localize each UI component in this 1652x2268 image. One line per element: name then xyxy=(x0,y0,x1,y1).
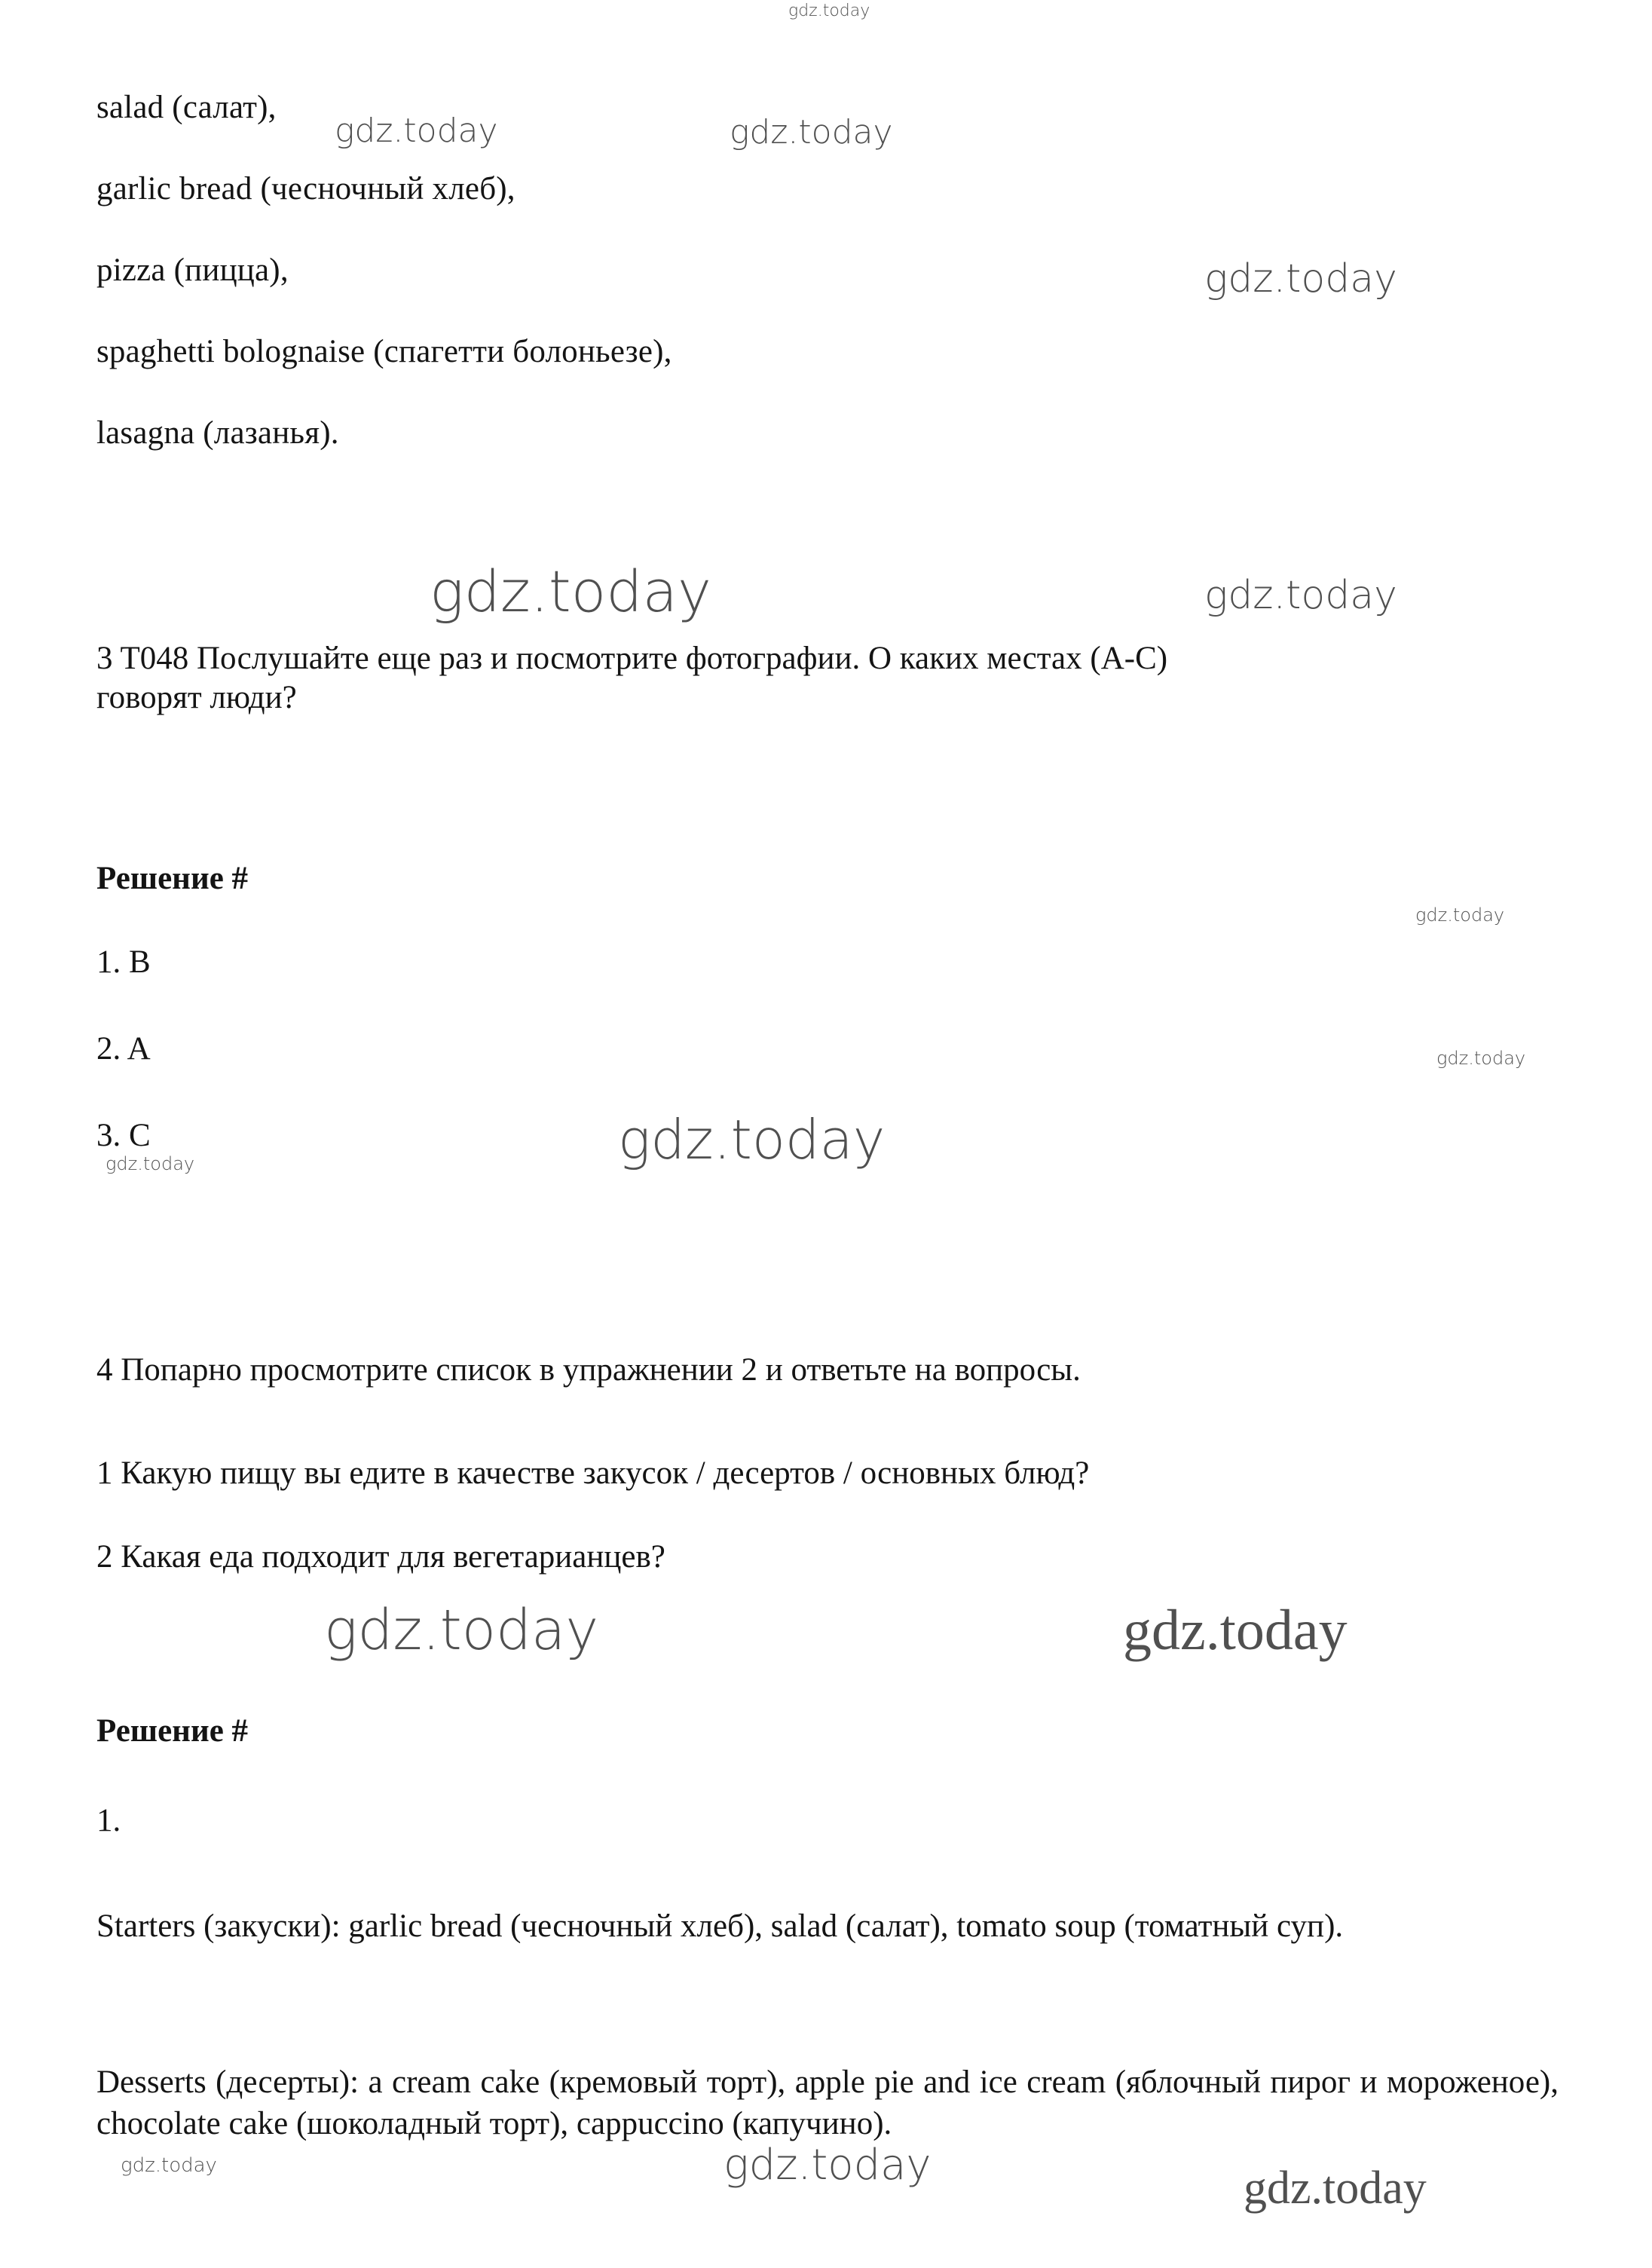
list-item: salad (салат), xyxy=(96,90,277,125)
watermark: gdz.today xyxy=(1244,2162,1427,2214)
watermark: gdz.today xyxy=(1415,904,1505,926)
watermark: gdz.today xyxy=(106,1153,195,1174)
task-3-answer-1: 1. B xyxy=(96,944,151,980)
task-3-answer-3: 3. C xyxy=(96,1117,151,1153)
watermark: gdz.today xyxy=(788,2,870,20)
list-item: pizza (пицца), xyxy=(96,253,289,288)
task-4-answer-heading: Решение # xyxy=(96,1712,249,1749)
watermark: gdz.today xyxy=(730,113,893,152)
watermark: gdz.today xyxy=(1204,256,1397,301)
document-content xyxy=(96,0,1559,2144)
task-4 xyxy=(96,1351,1559,2144)
task-4-answer-number: 1. xyxy=(96,1802,121,1838)
task-3-text-line-1: 3 T048 Послушайте еще раз и посмотрите фотографии. О каких местах (A-C) xyxy=(96,641,1168,676)
watermark: gdz.today xyxy=(1123,1599,1348,1662)
task-4-starters: Starters (закуски): garlic bread (чесночный хлеб), salad (салат), tomato soup (томатный суп). xyxy=(96,1908,1344,1944)
list-item: spaghetti bolognaise (спагетти болоньезе), xyxy=(96,334,672,369)
watermark: gdz.today xyxy=(1204,573,1397,618)
watermark: gdz.today xyxy=(335,112,498,150)
watermark: gdz.today xyxy=(430,558,711,625)
task-3-text-line-2: говорят люди? xyxy=(96,680,297,716)
task-4-desserts: Desserts (десерты): a cream cake (кремовый торт), apple pie and ice cream (яблочный пирог и мороженое), chocolate cake (шоколадный торт), cappuccino (капучино). xyxy=(96,2064,1559,2141)
watermark: gdz.today xyxy=(121,2154,217,2177)
task-3-answer-2: 2. A xyxy=(96,1030,151,1067)
watermark: gdz.today xyxy=(324,1598,599,1663)
task-4-question-2: 2 Какая еда подходит для вегетарианцев? xyxy=(96,1538,665,1575)
list-item: lasagna (лазанья). xyxy=(96,415,339,451)
task-4-text: 4 Попарно просмотрите список в упражнении 2 и ответьте на вопросы. xyxy=(96,1351,1081,1388)
watermark: gdz.today xyxy=(618,1108,886,1171)
list-item: garlic bread (чесночный хлеб), xyxy=(96,171,515,207)
watermark: gdz.today xyxy=(724,2141,932,2190)
task-4-question-1: 1 Какую пищу вы едите в качестве закусок / десертов / основных блюд? xyxy=(96,1455,1090,1491)
food-list xyxy=(96,89,1559,451)
task-3-answer-heading: Решение # xyxy=(96,860,249,896)
watermark: gdz.today xyxy=(1436,1048,1526,1069)
task-3 xyxy=(96,639,1559,1154)
